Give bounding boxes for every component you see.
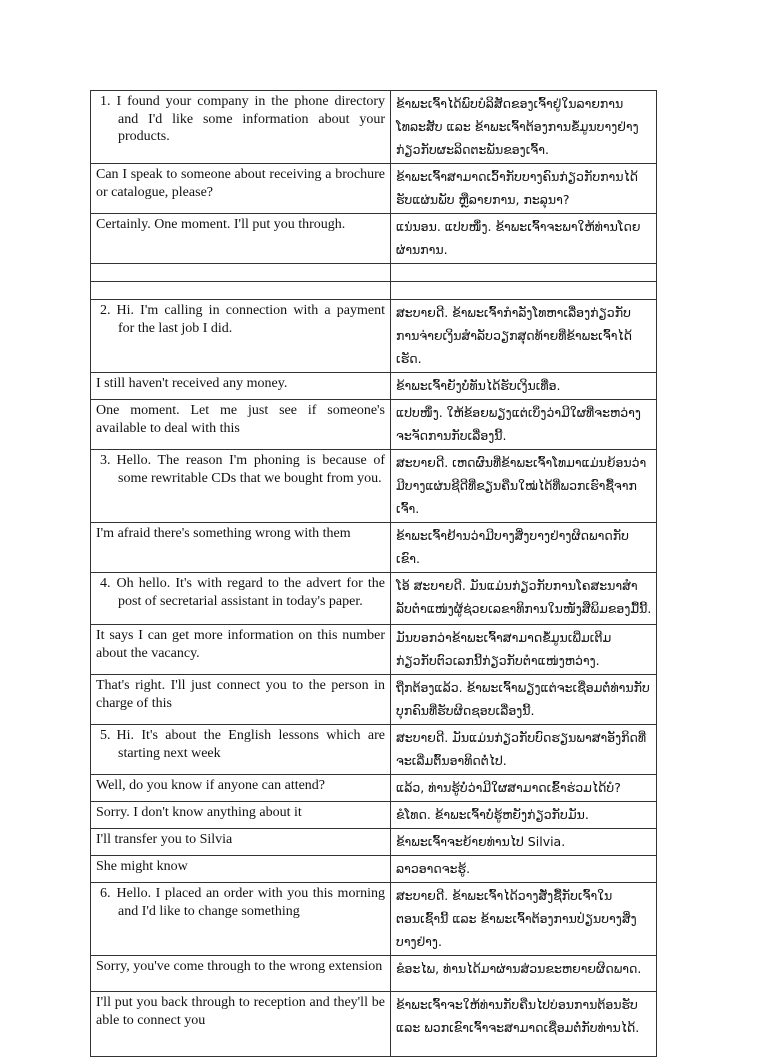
lao-cell bbox=[391, 400, 657, 450]
lao-cell bbox=[391, 523, 657, 573]
lao-text: ຂໍໂທດ. ຂ້າພະເຈົ້າບໍ່ຮູ້ຫຍັງກ່ຽວກັບມັນ. bbox=[396, 807, 589, 822]
english-cell bbox=[91, 802, 391, 829]
english-text: Hello. The reason I'm phoning is because of some rewritable CDs that we bought from you. bbox=[116, 453, 385, 486]
lao-cell bbox=[391, 775, 657, 802]
english-cell bbox=[91, 573, 391, 625]
item-number: 5. bbox=[100, 728, 111, 743]
english-cell bbox=[91, 725, 391, 775]
lao-cell bbox=[391, 802, 657, 829]
english-cell bbox=[91, 829, 391, 856]
table-row bbox=[91, 675, 657, 725]
english-text: She might know bbox=[96, 859, 188, 874]
table-row bbox=[91, 802, 657, 829]
lao-text: ສະບາຍດີ. ມັນແມ່ນກ່ຽວກັບບົດຮຽນພາສາອັງກິດທີ່ຈະເລີ່ມຕົ້ນອາທິດຕໍ່ໄປ. bbox=[396, 730, 647, 768]
phrase-table bbox=[90, 90, 657, 1057]
lao-cell bbox=[391, 300, 657, 373]
table-row bbox=[91, 300, 657, 373]
english-cell bbox=[91, 400, 391, 450]
lao-cell bbox=[391, 725, 657, 775]
lao-cell bbox=[391, 675, 657, 725]
lao-cell bbox=[391, 883, 657, 956]
lao-text: ຂ້າພະເຈົ້າຍັງບໍ່ທັນໄດ້ຮັບເງິນເທື່ອ. bbox=[396, 378, 561, 393]
lao-text: ຂ້າພະເຈົ້າຢ້ານວ່າມີບາງສິ່ງບາງຢ່າງຜິດພາດກັບເຂົາ. bbox=[396, 528, 629, 566]
english-cell bbox=[91, 883, 391, 956]
english-cell bbox=[91, 675, 391, 725]
lao-cell bbox=[391, 214, 657, 264]
english-cell bbox=[91, 775, 391, 802]
empty-table-row bbox=[91, 264, 657, 282]
english-cell bbox=[91, 523, 391, 573]
lao-cell bbox=[391, 625, 657, 675]
english-text: That's right. I'll just connect you to the person in charge of this bbox=[96, 678, 385, 711]
lao-cell bbox=[391, 91, 657, 164]
lao-text: ລາວອາດຈະຮູ້. bbox=[396, 861, 471, 876]
english-text: Oh hello. It's with regard to the advert for the post of secretarial assistant in today's paper. bbox=[116, 576, 385, 609]
english-text: One moment. Let me just see if someone's available to deal with this bbox=[96, 403, 385, 436]
table-row bbox=[91, 573, 657, 625]
english-cell bbox=[91, 992, 391, 1057]
table-row bbox=[91, 883, 657, 956]
empty-table-row bbox=[91, 282, 657, 300]
english-cell bbox=[91, 450, 391, 523]
english-text: Hi. I'm calling in connection with a payment for the last job I did. bbox=[116, 303, 385, 336]
item-number: 6. bbox=[100, 886, 111, 901]
lao-text: ສະບາຍດີ. ເຫດຜົນທີ່ຂ້າພະເຈົ້າໂທມາແມ່ນຍ້ອນວ່າມີບາງແຜ່ນຊີດີທີ່ຂຽນຄືນໃໝ່ໄດ້ທີ່ພວກເຮົາຊື້ຈາກເຈົ້າ. bbox=[396, 455, 647, 516]
lao-cell bbox=[391, 992, 657, 1057]
item-number: 1. bbox=[100, 94, 111, 109]
table-row bbox=[91, 725, 657, 775]
lao-text: ແລ້ວ, ທ່ານຮູ້ບໍ່ວ່າມີໃຜສາມາດເຂົ້າຮ່ວມໄດ້ບໍ? bbox=[396, 780, 621, 795]
table-row bbox=[91, 625, 657, 675]
english-text: I found your company in the phone directory and I'd like some information about your products. bbox=[116, 94, 385, 144]
lao-text: ຂ້າພະເຈົ້າໄດ້ພົບບໍລິສັດຂອງເຈົ້າຢູ່ໃນລາຍການໂທລະສັບ ແລະ ຂ້າພະເຈົ້າຕ້ອງການຂໍ້ມູນບາງຢ່າງກ່ຽວກັບຜະລິດຕະພັນຂອງເຈົ້າ. bbox=[396, 96, 639, 157]
lao-text: ຖືກຕ້ອງແລ້ວ. ຂ້າພະເຈົ້າພຽງແຕ່ຈະເຊື່ອມຕໍ່ທ່ານກັບບຸກຄົນທີ່ຮັບຜິດຊອບເລື່ອງນີ້. bbox=[396, 680, 650, 718]
english-cell bbox=[91, 956, 391, 992]
lao-cell bbox=[391, 829, 657, 856]
english-text: Sorry. I don't know anything about it bbox=[96, 805, 302, 820]
english-text: I'll put you back through to reception and they'll be able to connect you bbox=[96, 995, 385, 1028]
english-cell bbox=[91, 282, 391, 300]
english-cell bbox=[91, 264, 391, 282]
lao-text: ໂອ້ ສະບາຍດີ. ມັນແມ່ນກ່ຽວກັບການໂຄສະນາສໍາລັບຕໍາແໜ່ງຜູ້ຊ່ວຍເລຂາທິການໃນໜັງສືພິມຂອງມື້ນີ້. bbox=[396, 578, 652, 616]
english-cell bbox=[91, 214, 391, 264]
lao-text: ສະບາຍດີ. ຂ້າພະເຈົ້າໄດ້ວາງສັ່ງຊື້ກັບເຈົ້າໃນຕອນເຊົ້ານີ້ ແລະ ຂ້າພະເຈົ້າຕ້ອງການປ່ຽນບາງສິ່ງບາງຢ່າງ. bbox=[396, 888, 637, 949]
english-cell bbox=[91, 164, 391, 214]
lao-text: ສະບາຍດີ. ຂ້າພະເຈົ້າກໍາລັງໂທຫາເລື່ອງກ່ຽວກັບການຈ່າຍເງິນສໍາລັບວຽກສຸດທ້າຍທີ່ຂ້າພະເຈົ້າໄດ້ເຮັດ. bbox=[396, 305, 632, 366]
table-row bbox=[91, 775, 657, 802]
table-row bbox=[91, 523, 657, 573]
english-text: I'm afraid there's something wrong with them bbox=[96, 526, 351, 541]
table-row bbox=[91, 91, 657, 164]
item-number: 2. bbox=[100, 303, 111, 318]
english-cell bbox=[91, 300, 391, 373]
lao-text: ຂ້າພະເຈົ້າຈະໃຫ້ທ່ານກັບຄືນໄປບ່ອນການຕ້ອນຮັບ ແລະ ພວກເຂົາເຈົ້າຈະສາມາດເຊື່ອມຕໍ່ກັບທ່ານໄດ້. bbox=[396, 997, 640, 1035]
item-number: 3. bbox=[100, 453, 111, 468]
lao-text: ຂ້າພະເຈົ້າສາມາດເວົ້າກັບບາງຄົນກ່ຽວກັບການໄດ້ຮັບແຜ່ນພັບ ຫຼືລາຍການ, ກະລຸນາ? bbox=[396, 169, 639, 207]
lao-text: ແປບໜຶ່ງ. ໃຫ້ຂ້ອຍພຽງແຕ່ເບິ່ງວ່າມີໃຜທີ່ຈະຫວ່າງຈະຈັດການກັບເລື່ອງນີ້. bbox=[396, 405, 641, 443]
lao-text: ແນ່ນອນ. ແປບໜຶ່ງ. ຂ້າພະເຈົ້າຈະພາໃຫ້ທ່ານໂດຍຜ່ານການ. bbox=[396, 219, 641, 257]
english-text: I still haven't received any money. bbox=[96, 376, 288, 391]
table-row bbox=[91, 856, 657, 883]
english-text: Hello. I placed an order with you this morning and I'd like to change something bbox=[116, 886, 385, 919]
phrase-table-body bbox=[91, 91, 657, 1057]
table-row bbox=[91, 956, 657, 992]
lao-cell bbox=[391, 264, 657, 282]
table-row bbox=[91, 164, 657, 214]
lao-text: ມັນບອກວ່າຂ້າພະເຈົ້າສາມາດຂໍ້ມູນເພີ່ມເຕີມກ່ຽວກັບຕົວເລກນີ້ກ່ຽວກັບຕໍາແໜ່ງຫວ່າງ. bbox=[396, 630, 612, 668]
table-row bbox=[91, 450, 657, 523]
lao-text: ຂ້າພະເຈົ້າຈະຍ້າຍທ່ານໄປ Silvia. bbox=[396, 834, 566, 849]
table-row bbox=[91, 992, 657, 1057]
lao-cell bbox=[391, 573, 657, 625]
english-text: Well, do you know if anyone can attend? bbox=[96, 778, 326, 793]
english-text: I'll transfer you to Silvia bbox=[96, 832, 233, 847]
english-text: Certainly. One moment. I'll put you through. bbox=[96, 217, 346, 232]
english-cell bbox=[91, 856, 391, 883]
lao-cell bbox=[391, 373, 657, 400]
english-cell bbox=[91, 91, 391, 164]
english-text: Can I speak to someone about receiving a brochure or catalogue, please? bbox=[96, 167, 385, 200]
english-text: Sorry, you've come through to the wrong extension bbox=[96, 959, 383, 974]
table-row bbox=[91, 400, 657, 450]
english-text: Hi. It's about the English lessons which are starting next week bbox=[116, 728, 385, 761]
table-row bbox=[91, 373, 657, 400]
english-text: It says I can get more information on this number about the vacancy. bbox=[96, 628, 385, 661]
item-number: 4. bbox=[100, 576, 111, 591]
lao-cell bbox=[391, 164, 657, 214]
english-cell bbox=[91, 373, 391, 400]
lao-cell bbox=[391, 956, 657, 992]
table-row bbox=[91, 829, 657, 856]
lao-cell bbox=[391, 450, 657, 523]
lao-text: ຂໍອະໄພ, ທ່ານໄດ້ມາຜ່ານສ່ວນຂະຫຍາຍຜິດພາດ. bbox=[396, 961, 642, 976]
english-cell bbox=[91, 625, 391, 675]
table-row bbox=[91, 214, 657, 264]
lao-cell bbox=[391, 282, 657, 300]
lao-cell bbox=[391, 856, 657, 883]
